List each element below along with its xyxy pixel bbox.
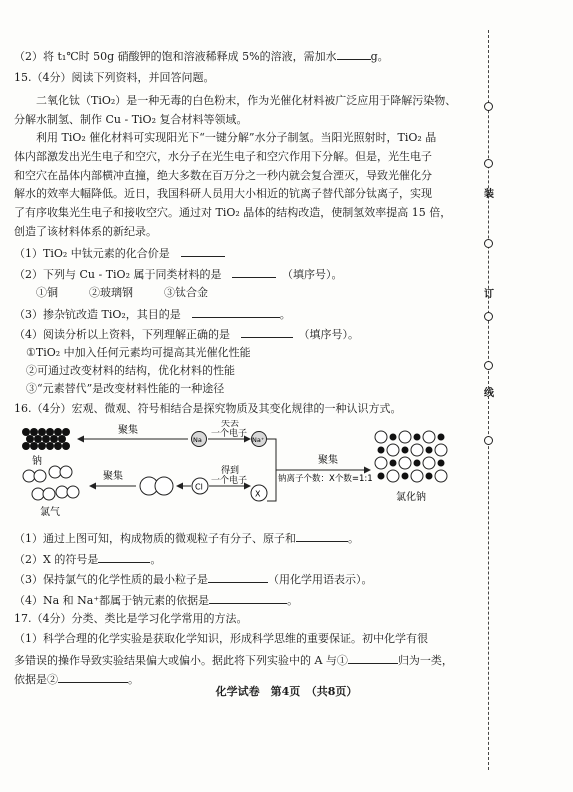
sodium-chloride-lattice-icon [375,431,447,482]
q15-para1-line: 二氧化钛（TiO₂）是一种无毒的白色粉末，作为光催化材料被广泛应用于降解污染物、 [36,94,457,107]
binding-hole-icon [484,239,493,248]
gather-label: 聚集 [318,455,338,466]
q15-options: ①铜 ②玻璃钢 ③钛合金 [36,286,208,299]
gain-electron-label: 一个电子 [211,476,248,486]
q15-title: 15.（4分）阅读下列资料，并回答问题。 [14,71,215,84]
answer-blank[interactable] [98,551,150,563]
binding-dashed-line [488,30,489,770]
sodium-label: 钠 [32,456,42,467]
margin-char-zhuang: 装 [484,189,494,200]
binding-hole-icon [484,312,493,321]
q14-line: （2）将 t₁℃时 50g 硝酸钾的饱和溶液稀释成 5%的溶液，需加水 g。 [14,50,389,63]
ratio-label: 钠离子个数：X个数=1:1 [278,474,373,484]
cl2-molecule-icon [140,477,173,495]
na-ion-label: Na⁺ [252,436,265,444]
q15-para2-line: 创造了该材料体系的新纪录。 [14,225,157,238]
na-atom-label: Na [193,436,202,444]
q15-para2-line: 解水的效率大幅降低。近日，我国科研人员用大小相近的钪离子替代部分钛离子，实现 [14,187,432,200]
q15-para2-line: 利用 TiO₂ 催化材料可实现阳光下“一键分解”水分子制氢。当阳光照射时，TiO₂ 晶 [36,131,437,144]
sodium-chloride-label: 氯化钠 [396,492,426,503]
q17-title: 17.（4分）分类、类比是学习化学常用的方法。 [14,612,248,625]
answer-blank[interactable] [181,245,225,257]
binding-hole-icon [484,436,493,445]
q16-sub3: （3）保持氯气的化学性质的最小粒子是 （用化学用语表示）。 [14,573,373,586]
answer-blank[interactable] [337,48,371,60]
chlorine-label: 氯气 [40,507,60,518]
q15-para2-line: 体内部激发出光生电子和空穴，水分子在光生电子和空穴作用下分解。但是，光生电子 [14,150,432,163]
q15-sub1: （1）TiO₂ 中钛元素的化合价是 [14,245,225,261]
answer-blank[interactable] [296,530,348,542]
q15-option: ①TiO₂ 中加入任何元素均可提高其光催化性能 [26,346,251,359]
q15-sub4: （4）阅读分析以上资料，下列理解正确的是 （填序号）。 [14,328,359,341]
chlorine-gas-icon [23,466,79,500]
q16-sub2: （2）X 的符号是 。 [14,553,162,566]
sodium-metal-icon [22,428,70,450]
binding-hole-icon [484,102,493,111]
q15-option: ②可通过改变材料的结构，优化材料的性能 [26,364,235,377]
q15-para1-line: 分解水制氢、制作 Cu - TiO₂ 复合材料等领域。 [14,113,248,126]
q17-last-line: 依据是② 。 [14,673,139,686]
page-footer: 化学试卷 第4页 （共8页） [215,685,358,698]
gain-electron-label: 得到 [221,466,240,476]
x-ion-label: X [255,489,261,499]
q15-para2-line: 和空穴在晶体内部横冲直撞，绝大多数在百万分之一秒内就会复合湮灭，导致光催化分 [14,169,432,182]
answer-blank[interactable] [241,326,293,338]
gather-label: 聚集 [118,425,138,436]
answer-blank[interactable] [208,571,268,583]
lose-electron-label: 一个电子 [211,429,248,439]
margin-char-xian: 线 [484,388,494,399]
q17-para-line: （1）科学合理的化学实验是获取化学知识，形成科学思维的重要保证。初中化学有很 [14,632,428,645]
answer-blank[interactable] [58,671,128,683]
margin-char-ding: 订 [484,289,494,300]
q16-sub1: （1）通过上图可知，构成物质的微观粒子有分子、原子和 。 [14,532,359,545]
q15-sub3: （3）掺杂钪改造 TiO₂，其目的是 。 [14,308,291,321]
q16-title: 16.（4分）宏观、微观、符号相结合是探究物质及其变化规律的一种认识方式。 [14,402,402,415]
combine-bracket [267,439,276,501]
q15-sub2: （2）下列与 Cu - TiO₂ 属于同类材料的是 （填序号）。 [14,268,343,281]
q17-para-line: 多错误的操作导致实验结果偏大或偏小。据此将下列实验中的 A 与① 归为一类， [14,654,453,667]
q16-sub4: （4）Na 和 Na⁺都属于钠元素的依据是 。 [14,594,299,607]
answer-blank[interactable] [232,266,276,278]
binding-hole-icon [484,159,493,168]
q15-option: ③“元素替代”是改变材料性能的一种途径 [26,382,225,395]
answer-blank[interactable] [348,652,398,664]
gather-label: 聚集 [103,471,123,482]
cl-atom-label: Cl [195,482,203,492]
binding-hole-icon [484,361,493,370]
answer-blank[interactable] [192,306,280,318]
answer-blank[interactable] [209,592,287,604]
q15-para2-line: 了有序收集光生电子和接收空穴。通过对 TiO₂ 晶体的结构改造，使制氢效率提高 15 倍， [14,206,452,219]
particle-diagram [8,420,488,525]
lose-electron-label: 失去 [221,420,240,429]
